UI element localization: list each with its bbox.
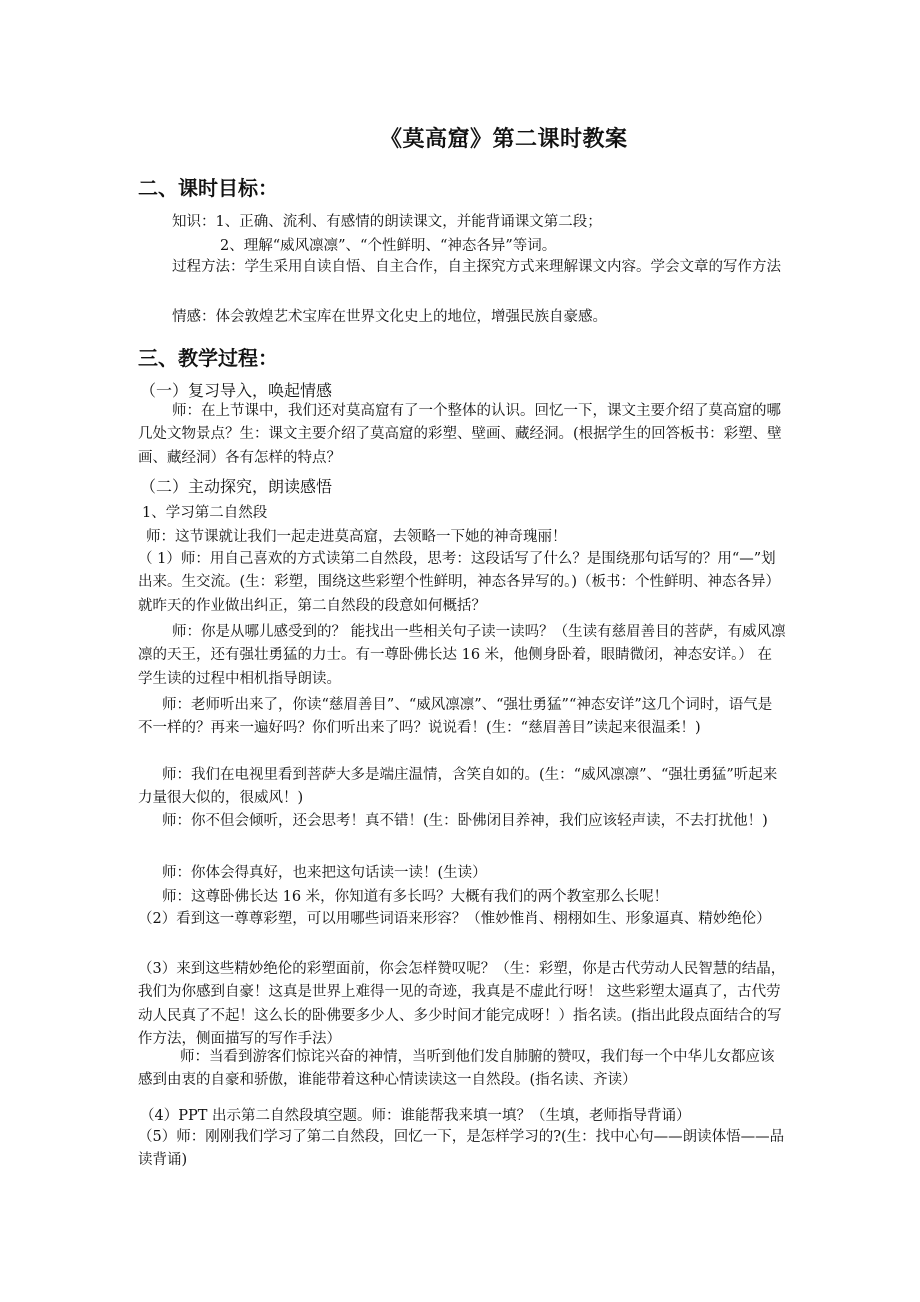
question-4: （4）PPT 出示第二自然段填空题。师：谁能帮我来填一填？（生填，老师指导背诵） [140, 1108, 691, 1124]
question-2: （2）看到这一尊尊彩塑，可以用哪些词语来形容？（惟妙惟肖、栩栩如生、形象逼真、精妙绝伦） [138, 911, 771, 927]
paragraph-tone: 师：老师听出来了，你读“慈眉善目”、“威风凛凛”、“强壮勇猛”“神态安详”这几个词时，语气是不一样的？再来一遍好吗？你们听出来了吗？说说看！(生：“慈眉善目”读起来很温柔！) [138, 697, 773, 737]
question-3: （3）来到这些精妙绝伦的彩塑面前，你会怎样赞叹呢？（生：彩塑，你是古代劳动人民智慧的结晶，我们为你感到自豪！这真是世界上难得一见的奇迹，我真是不虚此行呀！ 这些彩塑太逼真了，古代劳动人民真了不起！这么长的卧佛要多少人、多少时间才能完成呀！）指名读。(指出此段点面结合的写作方法，侧面描写的写作手法） [138, 961, 786, 1048]
paragraph-intro: 师：这节课就让我们一起走进莫高窟，去领略一下她的神奇瑰丽！ [146, 529, 567, 545]
paragraph-read: 师：你体会得真好，也来把这句话读一读！(生读） [162, 865, 487, 881]
question-5: （5）师：刚刚我们学习了第二自然段，回忆一下，是怎样学习的?(生：找中心句——朗读体悟——品读背诵) [138, 1129, 785, 1169]
paragraph-tv: 师：我们在电视里看到菩萨大多是端庄温情，含笑自如的。(生：“威风凛凛”、“强壮勇猛”听起来力量很大似的，很威风！) [138, 767, 778, 807]
objective-emotion: 情感：体会敦煌艺术宝库在世界文化史上的地位，增强民族自豪感。 [172, 309, 607, 325]
step-heading-paragraph-two: 1、学习第二自然段 [142, 505, 268, 521]
section-heading-process: 三、教学过程： [138, 346, 278, 370]
page-title: 《莫高窟》第二课时教案 [380, 126, 628, 152]
part-heading-explore: （二）主动探究，朗读感悟 [140, 477, 333, 496]
part-heading-review: （一）复习导入，唤起情感 [140, 381, 333, 400]
paragraph-proud: 师：当看到游客们惊诧兴奋的神情，当听到他们发自肺腑的赞叹，我们每一个中华儿女都应该感到由衷的自豪和骄傲，谁能带着这种心情读读这一自然段。(指名读、齐读） [138, 1049, 775, 1089]
paragraph-feel: 师：你是从哪儿感受到的？ 能找出一些相关句子读一读吗？（生读有慈眉善目的菩萨，有威风凛凛的天王，还有强壮勇猛的力士。有一尊卧佛长达 16 米，他侧身卧着，眼睛微闭，神态安详。） 在学生读的过程中相机指导朗读。 [138, 624, 786, 687]
objective-knowledge-1: 知识：1、正确、流利、有感情的朗读课文，并能背诵课文第二段； [172, 214, 602, 230]
paragraph-length: 师：这尊卧佛长达 16 米，你知道有多长吗？大概有我们的两个教室那么长呢！ [162, 889, 669, 905]
question-1: （ 1）师：用自己喜欢的方式读第二自然段，思考：这段话写了什么？是围绕那句话写的？用“—”划出来。生交流。(生：彩塑，围绕这些彩塑个性鲜明，神态各异写的。)（板书：个性鲜明、神态各异）就昨天的作业做出纠正，第二自然段的段意如何概括？ [138, 551, 781, 614]
objective-knowledge-2: 2、理解“威风凛凛”、“个性鲜明、“神态各异”等词。 [220, 238, 557, 254]
paragraph-think: 师：你不但会倾听，还会思考！真不错！(生：卧佛闭目养神，我们应该轻声读，不去打扰他！) [162, 813, 768, 829]
objective-process: 过程方法：学生采用自读自悟、自主合作，自主探究方式来理解课文内容。学会文章的写作方法 [172, 259, 781, 275]
paragraph-review: 师：在上节课中，我们还对莫高窟有了一个整体的认识。回忆一下，课文主要介绍了莫高窟的哪几处文物景点？生：课文主要介绍了莫高窟的彩塑、壁画、藏经洞。(根据学生的回答板书：彩塑、壁画、藏经洞）各有怎样的特点？ [138, 403, 782, 466]
section-heading-objectives: 二、课时目标： [138, 176, 278, 200]
